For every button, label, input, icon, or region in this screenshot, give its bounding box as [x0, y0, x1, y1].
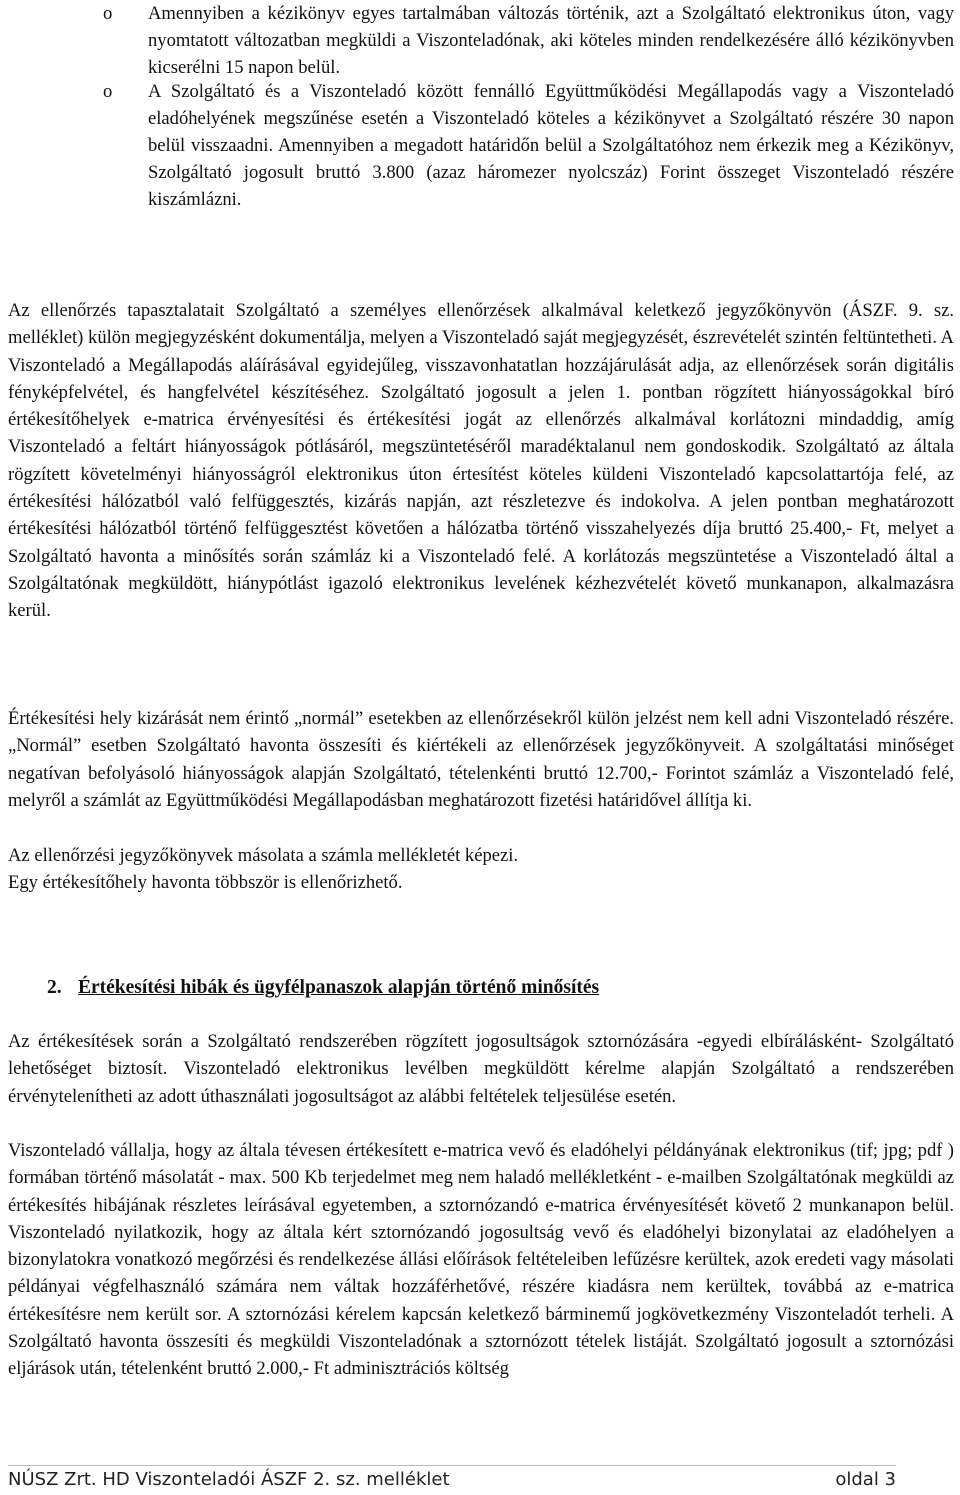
bullet-marker: o — [103, 3, 113, 24]
paragraph-inspection: Az ellenőrzés tapasztalatait Szolgáltató a személyes ellenőrzések alkalmával keletkező jegyzőkönyvön (ÁSZF. 9. sz. melléklet) külön megjegyzésként dokumentálja, melyen a Viszonteladó saját megjegyzését, észrevételét szintén feltüntetheti. A Viszonteladó a Megállapodás aláírásával egyidejűleg, visszavonhatatlan hozzájárulását adja, az ellenőrzések során digitális fényképfelvétel, és hangfelvétel készítéséhez. Szolgáltató jogosult a jelen 1. pontban rögzített hiányosságokkal bíró értékesítőhelyek e-matrica érvényesítési és értékesítési jogát az ellenőrzés alkalmával korlátozni mindaddig, amíg Viszonteladó a feltárt hiányosságok pótlásáról, megszüntetéséről maradéktalanul nem gondoskodik. Szolgáltató az általa rögzített követelményi hiányosságról elektronikus úton értesítést köteles küldeni Viszonteladó kapcsolattartója felé, az értékesítési hálózatból való felfüggesztés, kizárás napján, azt részletezve és indokolva. A jelen pontban meghatározott értékesítési hálózatból történő felfüggesztést követően a hálózatba történő visszahelyezés díja bruttó 25.400,- Ft, melyet a Szolgáltató havonta a minősítés során számláz ki a Viszonteladó felé. A korlátozás megszüntetése a Viszonteladó által a Szolgáltatónak megküldött, hiánypótlást igazoló elektronikus levelének kézhezvételét követő munkanapon, alkalmazásra kerül. — [8, 300, 954, 622]
bullet-marker: o — [103, 81, 113, 102]
paragraph-storno: Az értékesítések során a Szolgáltató rendszerében rögzített jogosultságok sztornózására -egyedi elbírálásként- Szolgáltató lehetőséget biztosít. Viszonteladó elektronikus levélben megküldött kérelme alapján Szolgáltató a rendszerében érvénytelenítheti az adott úthasználati jogosultságot az alábbi feltételek teljesülése esetén. — [8, 1031, 954, 1107]
footer-divider — [8, 1465, 896, 1466]
bullet-item-manual-return: A Szolgáltató és a Viszonteladó között fennálló Együttműködési Megállapodás vagy a Viszonteladó eladóhelyének megszűnése esetén a Viszonteladó köteles a kézikönyvet a Szolgáltató részére 30 napon belül visszaadni. Amennyiben a megadott határidőn belül a Szolgáltatóhoz nem érkezik meg a Kézikönyv, Szolgáltató jogosult bruttó 3.800 (azaz háromezer nyolcszáz) Forint összeget Viszonteladó részére kiszámlázni. — [148, 81, 954, 211]
paragraph-invoice-attachment: Az ellenőrzési jegyzőkönyvek másolata a számla mellékletét képezi. — [8, 845, 519, 866]
section-heading — [47, 976, 599, 1000]
paragraph-undertaking: Viszonteladó vállalja, hogy az általa tévesen értékesített e-matrica vevő és eladóhelyi példányának elektronikus (tif; jpg; pdf ) formában történő másolatát - max. 500 Kb terjedelmet meg nem haladó mellékletként - e-mailben Szolgáltatónak megküldi az értékesítés hibájának részletes leírásával egyetemben, a sztornózandó e-matrica érvényesítését követő 2 munkanapon belül. Viszonteladó nyilatkozik, hogy az általa kért sztornózandó jogosultság vevő és eladóhelyi bizonylatai az eladóhelyen a bizonylatokra vonatkozó megőrzési és rendelkezése állási előírások feltételeiben lefűzésre kerültek, azok eredeti vagy másolati példányai végfelhasználó számára nem váltak hozzáférhetővé, részére kiadásra nem kerültek, továbbá az e-matrica értékesítésre nem került sor. A sztornózási kérelem kapcsán keletkező bárminemű jogkövetkezmény Viszonteladót terheli. A Szolgáltató havonta összesíti és megküldi Viszonteladónak a sztornózott tételek listáját. Szolgáltató jogosult a sztornózási eljárások után, tételenként bruttó 2.000,- Ft adminisztrációs költség — [8, 1140, 954, 1380]
bullet-item-manual-update: Amennyiben a kézikönyv egyes tartalmában változás történik, azt a Szolgáltató elektronikus úton, vagy nyomtatott változatban megküldi a Viszonteladónak, aki köteles minden rendelkezésére álló kézikönyvben kicserélni 15 napon belül. — [148, 3, 954, 79]
paragraph-monthly-inspection: Egy értékesítőhely havonta többször is ellenőrizhető. — [8, 872, 403, 893]
paragraph-normal-cases: Értékesítési hely kizárását nem érintő „normál” esetekben az ellenőrzésekről külön jelzést nem kell adni Viszonteladó részére. „Normál” esetben Szolgáltató havonta összesíti és kiértékeli az ellenőrzések jegyzőkönyveit. A szolgáltatási minőséget negatívan befolyásoló hiányosságok alapján Szolgáltató, tételenkénti bruttó 12.700,- Forintot számláz a Viszonteladó felé, melyről a számlát az Együttműködési Megállapodásban meghatározott fizetési határidővel állítja ki. — [8, 708, 954, 811]
footer-document-title: NÚSZ Zrt. HD Viszonteladói ÁSZF 2. sz. melléklet — [8, 1469, 450, 1490]
section-number: 2. — [47, 977, 62, 998]
footer-page-number: oldal 3 — [835, 1469, 896, 1490]
section-title: Értékesítési hibák és ügyfélpanaszok alapján történő minősítés — [78, 977, 600, 998]
